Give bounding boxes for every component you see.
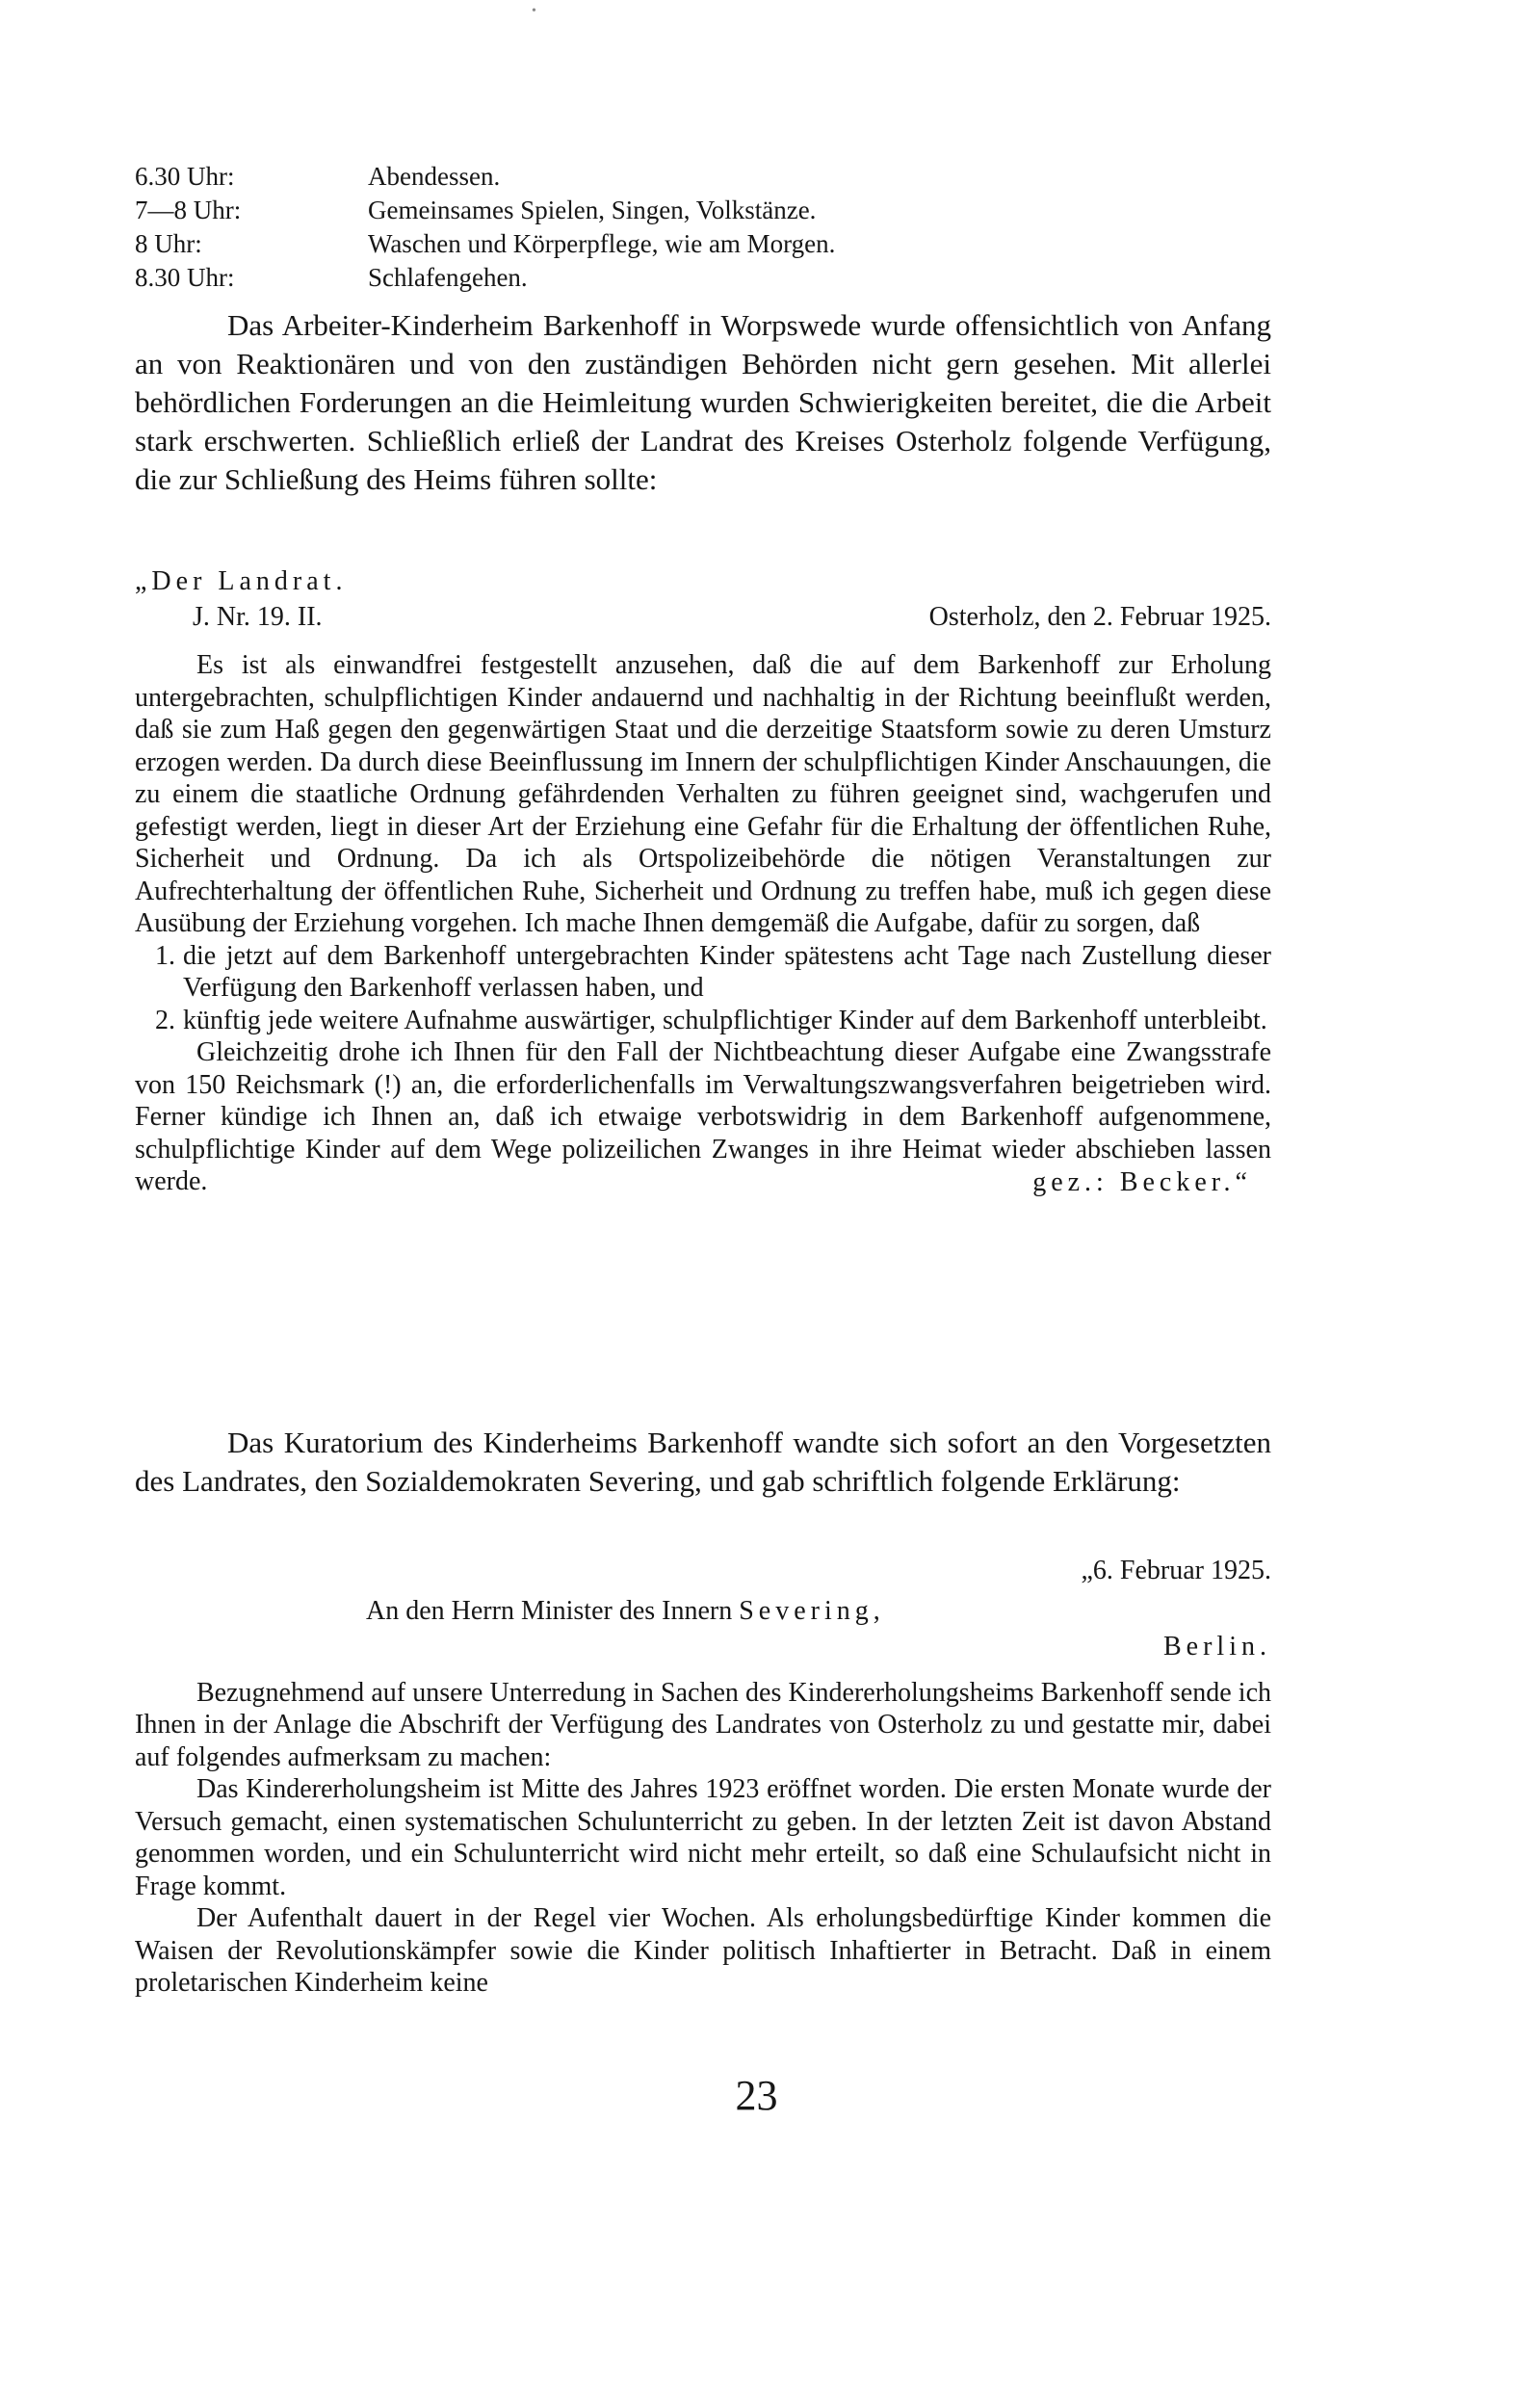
addressee-name: Severing,: [739, 1595, 885, 1626]
paragraph-intro: Das Arbeiter-Kinderheim Barkenhoff in Worpswede wurde offensichtlich von Anfang an von Reaktionären und von den zuständigen Behörden nicht gern gesehen. Mit allerlei behördlichen Forderungen an die Heimleitung wurden Schwierigkeiten bereitet, die die Arbeit stark erschwerten. Schließlich erließ der Landrat des Kreises Osterholz folgende Verfügung, die zur Schließung des Heims führen sollte:: [135, 308, 1271, 496]
decree-heading: „Der Landrat.: [135, 566, 348, 596]
decree-item-number: 1.: [155, 940, 175, 971]
schedule-activity: Abendessen.: [368, 162, 501, 191]
decree-reference: J. Nr. 19. II.: [193, 602, 323, 632]
scan-speck: •: [532, 4, 536, 18]
kuratorium-section: [135, 1424, 1271, 1501]
schedule-activity: Schlafengehen.: [368, 263, 528, 292]
letter-date: „6. Februar 1925.: [1081, 1556, 1271, 1585]
landrat-decree: [135, 564, 1271, 1198]
intro-section: [135, 306, 1271, 499]
schedule-activity: Waschen und Körperpflege, wie am Morgen.: [368, 229, 836, 258]
letter-city: Berlin.: [1163, 1632, 1271, 1662]
decree-item: [135, 1005, 1271, 1037]
page-number: 23: [735, 2072, 778, 2119]
decree-place-date: Osterholz, den 2. Februar 1925.: [928, 602, 1271, 632]
kuratorium-letter: [135, 1555, 1271, 2000]
letter-paragraph: Der Aufenthalt dauert in der Regel vier Wochen. Als erholungsbedürftige Kinder kommen die Waisen der Revolutionskämpfer sowie die Kinder politisch Inhaftierter in Betracht. Daß in einem proletarischen Kinderheim keine: [135, 1903, 1271, 1998]
decree-body: Es ist als einwandfrei festgestellt anzusehen, daß die auf dem Barkenhoff zur Erholung untergebrachten, schulpflichtigen Kinder andauernd und nachhaltig in der Richtung beeinflußt werden, daß sie zum Haß gegen den gegenwärtigen Staat und die derzeitige Staatsform sowie zu deren Umsturz erzogen werden. Da durch diese Beeinflussung im Innern der schulpflichtigen Kinder Anschauungen, die zu einem die staatliche Ordnung gefährdenden Verhalten zu führen geeignet sind, wachgerufen und gefestigt werden, liegt in dieser Art der Erziehung eine Gefahr für die Erhaltung der öffentlichen Ruhe, Sicherheit und Ordnung. Da ich als Ortspolizeibehörde die nötigen Veranstaltungen zur Aufrechterhaltung der öffentlichen Ruhe, Sicherheit und Ordnung zu treffen habe, muß ich gegen diese Ausübung der Erziehung vorgehen. Ich mache Ihnen demgemäß die Aufgabe, dafür zu sorgen, daß: [135, 650, 1271, 938]
decree-signature: gez.: Becker.“: [1032, 1166, 1252, 1197]
schedule-time: 8.30 Uhr:: [135, 263, 235, 292]
schedule-row: [135, 160, 1271, 194]
decree-reference-row: [135, 601, 1271, 634]
schedule-time: 8 Uhr:: [135, 229, 202, 258]
decree-closing: Gleichzeitig drohe ich Ihnen für den Fall der Nichtbeachtung dieser Aufgabe eine Zwangsstrafe von 150 Reichsmark (!) an, die erforderlichenfalls im Verwaltungszwangsverfahren beigetrieben wird. Ferner kündige ich Ihnen an, daß ich etwaige verbotswidrig in dem Barkenhoff aufgenommene, schulpflichtige Kinder auf dem Wege polizeilichen Zwanges in ihre Heimat wieder abschieben lassen werde.: [135, 1037, 1271, 1196]
schedule-row: [135, 194, 1271, 227]
decree-item-number: 2.: [155, 1005, 175, 1035]
decree-item: [135, 940, 1271, 1005]
paragraph-kuratorium: Das Kuratorium des Kinderheims Barkenhoff wandte sich sofort an den Vorgesetzten des Landrates, den Sozialdemokraten Severing, und gab schriftlich folgende Erklärung:: [135, 1426, 1271, 1498]
decree-item-text: künftig jede weitere Aufnahme auswärtiger, schulpflichtiger Kinder auf dem Barkenhoff unterbleibt.: [183, 1005, 1267, 1035]
letter-paragraph: Das Kindererholungsheim ist Mitte des Jahres 1923 eröffnet worden. Die ersten Monate wurde der Versuch gemacht, einen systematischen Schulunterricht zu geben. In der letzten Zeit ist davon Abstand genommen worden, und ein Schulunterricht wird nicht mehr erteilt, so daß eine Schulaufsicht nicht in Frage kommt.: [135, 1774, 1271, 1901]
schedule-activity: Gemeinsames Spielen, Singen, Volkstänze.: [368, 196, 817, 224]
decree-item-text: die jetzt auf dem Barkenhoff untergebrachten Kinder spätestens acht Tage nach Zustellung dieser Verfügung den Barkenhoff verlassen haben, und: [183, 940, 1271, 1003]
letter-addressee: [135, 1595, 1271, 1628]
schedule-row: [135, 227, 1271, 261]
schedule-time: 6.30 Uhr:: [135, 162, 235, 191]
schedule-row: [135, 261, 1271, 295]
schedule-time: 7—8 Uhr:: [135, 196, 242, 224]
evening-schedule: [135, 160, 1271, 295]
letter-paragraph: Bezugnehmend auf unsere Unterredung in Sachen des Kindererholungsheims Barkenhoff sende ich Ihnen in der Anlage die Abschrift der Verfügung des Landrates von Osterholz zu und gestatte mir, dabei auf folgendes aufmerksam zu machen:: [135, 1677, 1271, 1772]
addressee-prefix: An den Herrn Minister des Innern: [366, 1595, 733, 1626]
